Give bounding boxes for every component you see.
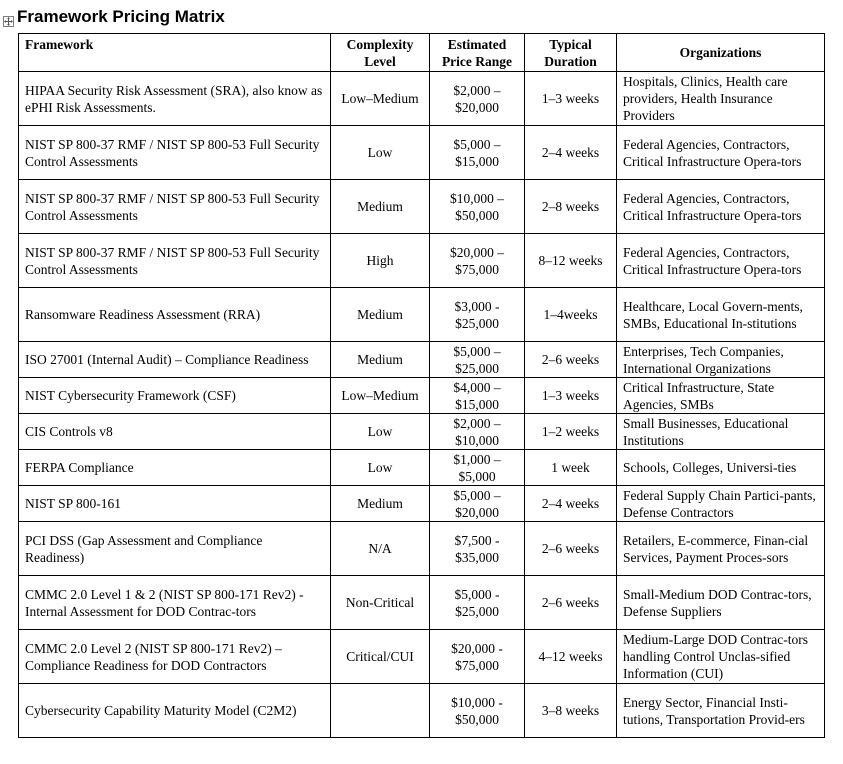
cell-complexity: Medium: [331, 342, 430, 378]
cell-organizations: Critical Infrastructure, State Agencies, SMBs: [617, 378, 825, 414]
cell-complexity: Medium: [331, 288, 430, 342]
cell-price: $5,000 – $20,000: [430, 486, 525, 522]
cell-framework: PCI DSS (Gap Assessment and Compliance Readiness): [19, 522, 331, 576]
cell-complexity: High: [331, 234, 430, 288]
table-row: [19, 576, 825, 630]
cell-price: $1,000 – $5,000: [430, 450, 525, 486]
cell-framework: Cybersecurity Capability Maturity Model (C2M2): [19, 684, 331, 738]
table-row: [19, 234, 825, 288]
header-complexity: Complexity Level: [331, 34, 430, 72]
cell-price: $20,000 - $75,000: [430, 630, 525, 684]
cell-price: $5,000 - $25,000: [430, 576, 525, 630]
cell-complexity: [331, 684, 430, 738]
table-row: [19, 288, 825, 342]
cell-complexity: Low: [331, 126, 430, 180]
cell-duration: 8–12 weeks: [525, 234, 617, 288]
cell-complexity: N/A: [331, 522, 430, 576]
cell-complexity: Medium: [331, 180, 430, 234]
table-row: [19, 72, 825, 126]
cell-organizations: Small Businesses, Educational Institutions: [617, 414, 825, 450]
cell-framework: CMMC 2.0 Level 1 & 2 (NIST SP 800-171 Rev2) - Internal Assessment for DOD Contrac-tors: [19, 576, 331, 630]
cell-framework: HIPAA Security Risk Assessment (SRA), also know as ePHI Risk Assessments.: [19, 72, 331, 126]
cell-framework: Ransomware Readiness Assessment (RRA): [19, 288, 331, 342]
cell-price: $7,500 - $35,000: [430, 522, 525, 576]
cell-complexity: Low: [331, 450, 430, 486]
cell-framework: CIS Controls v8: [19, 414, 331, 450]
cell-price: $10,000 – $50,000: [430, 180, 525, 234]
table-row: [19, 180, 825, 234]
cell-duration: 2–4 weeks: [525, 486, 617, 522]
cell-duration: 3–8 weeks: [525, 684, 617, 738]
cell-complexity: Low: [331, 414, 430, 450]
cell-complexity: Low–Medium: [331, 378, 430, 414]
cell-organizations: Federal Agencies, Contractors, Critical Infrastructure Opera-tors: [617, 234, 825, 288]
table-row: [19, 522, 825, 576]
cell-organizations: Federal Agencies, Contractors, Critical Infrastructure Opera-tors: [617, 126, 825, 180]
table-header-row: [19, 34, 825, 72]
cell-duration: 2–6 weeks: [525, 576, 617, 630]
table-row: [19, 450, 825, 486]
header-framework: Framework: [19, 34, 331, 72]
table-row: [19, 630, 825, 684]
cell-organizations: Enterprises, Tech Companies, International Organizations: [617, 342, 825, 378]
cell-framework: NIST SP 800-37 RMF / NIST SP 800-53 Full Security Control Assessments: [19, 180, 331, 234]
cell-framework: NIST SP 800-37 RMF / NIST SP 800-53 Full Security Control Assessments: [19, 234, 331, 288]
table-move-handle-icon[interactable]: [3, 16, 14, 27]
cell-duration: 2–4 weeks: [525, 126, 617, 180]
cell-duration: 4–12 weeks: [525, 630, 617, 684]
header-organizations: Organizations: [617, 34, 825, 72]
header-price: Estimated Price Range: [430, 34, 525, 72]
cell-complexity: Non-Critical: [331, 576, 430, 630]
cell-organizations: Federal Agencies, Contractors, Critical Infrastructure Opera-tors: [617, 180, 825, 234]
cell-framework: NIST Cybersecurity Framework (CSF): [19, 378, 331, 414]
cell-organizations: Medium-Large DOD Contrac-tors handling Control Unclas-sified Information (CUI): [617, 630, 825, 684]
cell-duration: 1–2 weeks: [525, 414, 617, 450]
cell-framework: CMMC 2.0 Level 2 (NIST SP 800-171 Rev2) – Compliance Readiness for DOD Contractors: [19, 630, 331, 684]
cell-framework: FERPA Compliance: [19, 450, 331, 486]
table-row: [19, 684, 825, 738]
cell-duration: 2–6 weeks: [525, 342, 617, 378]
cell-framework: NIST SP 800-37 RMF / NIST SP 800-53 Full Security Control Assessments: [19, 126, 331, 180]
table-row: [19, 126, 825, 180]
cell-complexity: Critical/CUI: [331, 630, 430, 684]
table-row: [19, 342, 825, 378]
table-row: [19, 378, 825, 414]
cell-price: $20,000 – $75,000: [430, 234, 525, 288]
cell-duration: 2–6 weeks: [525, 522, 617, 576]
table-row: [19, 414, 825, 450]
cell-duration: 1–4weeks: [525, 288, 617, 342]
cell-price: $2,000 – $20,000: [430, 72, 525, 126]
cell-organizations: Energy Sector, Financial Insti-tutions, Transportation Provid-ers: [617, 684, 825, 738]
cell-organizations: Schools, Colleges, Universi-ties: [617, 450, 825, 486]
cell-price: $4,000 – $15,000: [430, 378, 525, 414]
cell-duration: 1–3 weeks: [525, 378, 617, 414]
header-duration: Typical Duration: [525, 34, 617, 72]
cell-framework: NIST SP 800-161: [19, 486, 331, 522]
cell-organizations: Hospitals, Clinics, Health care providers, Health Insurance Providers: [617, 72, 825, 126]
cell-price: $5,000 – $15,000: [430, 126, 525, 180]
pricing-matrix-table: [18, 33, 825, 738]
cell-price: $10,000 - $50,000: [430, 684, 525, 738]
cell-organizations: Federal Supply Chain Partici-pants, Defense Contractors: [617, 486, 825, 522]
cell-framework: ISO 27001 (Internal Audit) – Compliance Readiness: [19, 342, 331, 378]
cell-organizations: Small-Medium DOD Contrac-tors, Defense Suppliers: [617, 576, 825, 630]
cell-price: $3,000 - $25,000: [430, 288, 525, 342]
cell-duration: 1–3 weeks: [525, 72, 617, 126]
document-title: Framework Pricing Matrix: [17, 7, 225, 26]
cell-price: $2,000 – $10,000: [430, 414, 525, 450]
cell-duration: 2–8 weeks: [525, 180, 617, 234]
cell-organizations: Retailers, E-commerce, Finan-cial Services, Payment Proces-sors: [617, 522, 825, 576]
cell-duration: 1 week: [525, 450, 617, 486]
cell-complexity: Low–Medium: [331, 72, 430, 126]
cell-price: $5,000 – $25,000: [430, 342, 525, 378]
cell-complexity: Medium: [331, 486, 430, 522]
cell-organizations: Healthcare, Local Govern-ments, SMBs, Educational In-stitutions: [617, 288, 825, 342]
table-row: [19, 486, 825, 522]
